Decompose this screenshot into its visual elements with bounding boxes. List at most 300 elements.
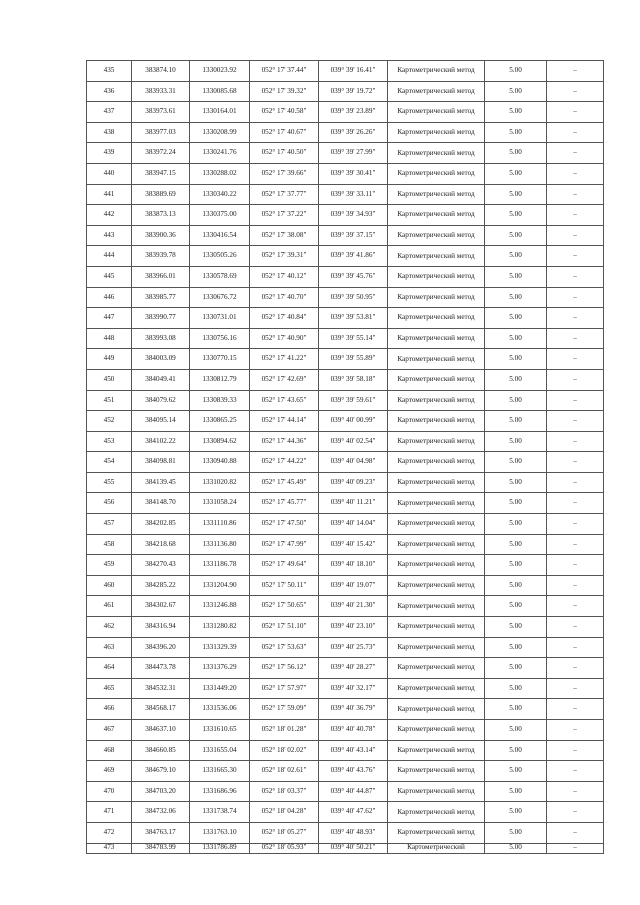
note-cell: – (547, 802, 604, 823)
latitude-cell: 052° 17' 37.77" (250, 184, 319, 205)
accuracy-cell: 5.00 (485, 328, 547, 349)
method-cell: Картометрический метод (388, 472, 485, 493)
note-cell: – (547, 143, 604, 164)
method-cell: Картометрический метод (388, 452, 485, 473)
latitude-cell: 052° 17' 37.44" (250, 61, 319, 82)
latitude-cell: 052° 17' 50.11" (250, 575, 319, 596)
x-coordinate-cell: 383985.77 (132, 287, 190, 308)
latitude-cell: 052° 17' 47.99" (250, 534, 319, 555)
accuracy-cell: 5.00 (485, 163, 547, 184)
y-coordinate-cell: 1330940.88 (190, 452, 250, 473)
latitude-cell: 052° 17' 39.32" (250, 81, 319, 102)
note-cell: – (547, 81, 604, 102)
y-coordinate-cell: 1330023.92 (190, 61, 250, 82)
accuracy-cell: 5.00 (485, 369, 547, 390)
note-cell: – (547, 678, 604, 699)
method-cell: Картометрический метод (388, 287, 485, 308)
method-cell: Картометрический метод (388, 781, 485, 802)
point-number-cell: 443 (87, 225, 132, 246)
accuracy-cell: 5.00 (485, 61, 547, 82)
longitude-cell: 039° 40' 25.73" (319, 637, 388, 658)
note-cell: – (547, 534, 604, 555)
table-row (87, 61, 604, 82)
table-row (87, 658, 604, 679)
y-coordinate-cell: 1331058.24 (190, 493, 250, 514)
method-cell: Картометрический метод (388, 411, 485, 432)
method-cell: Картометрический метод (388, 61, 485, 82)
accuracy-cell: 5.00 (485, 411, 547, 432)
x-coordinate-cell: 383873.13 (132, 205, 190, 226)
method-cell: Картометрический метод (388, 802, 485, 823)
latitude-cell: 052° 17' 45.49" (250, 472, 319, 493)
accuracy-cell: 5.00 (485, 720, 547, 741)
note-cell: – (547, 843, 604, 853)
accuracy-cell: 5.00 (485, 102, 547, 123)
note-cell: – (547, 658, 604, 679)
y-coordinate-cell: 1331686.96 (190, 781, 250, 802)
accuracy-cell: 5.00 (485, 575, 547, 596)
note-cell: – (547, 472, 604, 493)
x-coordinate-cell: 384660.85 (132, 740, 190, 761)
point-number-cell: 458 (87, 534, 132, 555)
point-number-cell: 447 (87, 308, 132, 329)
note-cell: – (547, 431, 604, 452)
point-number-cell: 455 (87, 472, 132, 493)
longitude-cell: 039° 39' 50.95" (319, 287, 388, 308)
table-row (87, 617, 604, 638)
y-coordinate-cell: 1331786.89 (190, 843, 250, 853)
longitude-cell: 039° 39' 33.11" (319, 184, 388, 205)
longitude-cell: 039° 39' 55.14" (319, 328, 388, 349)
coordinates-table (86, 60, 604, 854)
y-coordinate-cell: 1330865.25 (190, 411, 250, 432)
point-number-cell: 451 (87, 390, 132, 411)
longitude-cell: 039° 40' 19.07" (319, 575, 388, 596)
table-row (87, 802, 604, 823)
x-coordinate-cell: 383990.77 (132, 308, 190, 329)
point-number-cell: 449 (87, 349, 132, 370)
x-coordinate-cell: 383874.10 (132, 61, 190, 82)
x-coordinate-cell: 384202.85 (132, 514, 190, 535)
y-coordinate-cell: 1331020.82 (190, 472, 250, 493)
longitude-cell: 039° 40' 50.21" (319, 843, 388, 853)
note-cell: – (547, 369, 604, 390)
note-cell: – (547, 514, 604, 535)
y-coordinate-cell: 1330839.33 (190, 390, 250, 411)
latitude-cell: 052° 17' 40.12" (250, 266, 319, 287)
y-coordinate-cell: 1330578.69 (190, 266, 250, 287)
table-row (87, 184, 604, 205)
point-number-cell: 461 (87, 596, 132, 617)
x-coordinate-cell: 383972.24 (132, 143, 190, 164)
y-coordinate-cell: 1330505.26 (190, 246, 250, 267)
latitude-cell: 052° 17' 44.22" (250, 452, 319, 473)
table-row (87, 431, 604, 452)
longitude-cell: 039° 39' 23.89" (319, 102, 388, 123)
x-coordinate-cell: 384568.17 (132, 699, 190, 720)
point-number-cell: 452 (87, 411, 132, 432)
longitude-cell: 039° 39' 26.26" (319, 122, 388, 143)
y-coordinate-cell: 1330676.72 (190, 287, 250, 308)
latitude-cell: 052° 17' 38.08" (250, 225, 319, 246)
latitude-cell: 052° 17' 40.50" (250, 143, 319, 164)
accuracy-cell: 5.00 (485, 266, 547, 287)
accuracy-cell: 5.00 (485, 658, 547, 679)
method-cell: Картометрический метод (388, 555, 485, 576)
point-number-cell: 457 (87, 514, 132, 535)
point-number-cell: 453 (87, 431, 132, 452)
table-row (87, 781, 604, 802)
table-row (87, 761, 604, 782)
y-coordinate-cell: 1331246.88 (190, 596, 250, 617)
table-row (87, 822, 604, 843)
y-coordinate-cell: 1331610.65 (190, 720, 250, 741)
accuracy-cell: 5.00 (485, 678, 547, 699)
x-coordinate-cell: 383939.78 (132, 246, 190, 267)
table-row (87, 308, 604, 329)
x-coordinate-cell: 383947.15 (132, 163, 190, 184)
longitude-cell: 039° 39' 27.99" (319, 143, 388, 164)
longitude-cell: 039° 40' 11.21" (319, 493, 388, 514)
table-row (87, 699, 604, 720)
latitude-cell: 052° 18' 04.28" (250, 802, 319, 823)
y-coordinate-cell: 1330288.02 (190, 163, 250, 184)
accuracy-cell: 5.00 (485, 637, 547, 658)
latitude-cell: 052° 17' 44.36" (250, 431, 319, 452)
latitude-cell: 052° 18' 05.27" (250, 822, 319, 843)
point-number-cell: 472 (87, 822, 132, 843)
longitude-cell: 039° 40' 43.14" (319, 740, 388, 761)
latitude-cell: 052° 18' 02.02" (250, 740, 319, 761)
y-coordinate-cell: 1330416.54 (190, 225, 250, 246)
point-number-cell: 459 (87, 555, 132, 576)
longitude-cell: 039° 40' 44.87" (319, 781, 388, 802)
point-number-cell: 440 (87, 163, 132, 184)
latitude-cell: 052° 17' 51.10" (250, 617, 319, 638)
latitude-cell: 052° 18' 01.28" (250, 720, 319, 741)
note-cell: – (547, 555, 604, 576)
note-cell: – (547, 761, 604, 782)
longitude-cell: 039° 40' 14.04" (319, 514, 388, 535)
x-coordinate-cell: 384396.20 (132, 637, 190, 658)
note-cell: – (547, 122, 604, 143)
x-coordinate-cell: 384316.94 (132, 617, 190, 638)
x-coordinate-cell: 384473.78 (132, 658, 190, 679)
latitude-cell: 052° 17' 40.67" (250, 122, 319, 143)
x-coordinate-cell: 384218.68 (132, 534, 190, 555)
point-number-cell: 456 (87, 493, 132, 514)
point-number-cell: 436 (87, 81, 132, 102)
accuracy-cell: 5.00 (485, 225, 547, 246)
method-cell: Картометрический метод (388, 308, 485, 329)
x-coordinate-cell: 383977.03 (132, 122, 190, 143)
latitude-cell: 052° 17' 42.69" (250, 369, 319, 390)
longitude-cell: 039° 40' 48.93" (319, 822, 388, 843)
note-cell: – (547, 184, 604, 205)
y-coordinate-cell: 1331329.39 (190, 637, 250, 658)
y-coordinate-cell: 1331536.06 (190, 699, 250, 720)
longitude-cell: 039° 40' 18.10" (319, 555, 388, 576)
method-cell: Картометрический метод (388, 822, 485, 843)
y-coordinate-cell: 1331763.10 (190, 822, 250, 843)
longitude-cell: 039° 40' 21.30" (319, 596, 388, 617)
longitude-cell: 039° 40' 47.62" (319, 802, 388, 823)
table-row (87, 452, 604, 473)
point-number-cell: 467 (87, 720, 132, 741)
accuracy-cell: 5.00 (485, 246, 547, 267)
method-cell: Картометрический метод (388, 493, 485, 514)
longitude-cell: 039° 39' 34.93" (319, 205, 388, 226)
point-number-cell: 470 (87, 781, 132, 802)
table-row (87, 163, 604, 184)
y-coordinate-cell: 1331449.20 (190, 678, 250, 699)
y-coordinate-cell: 1330340.22 (190, 184, 250, 205)
point-number-cell: 445 (87, 266, 132, 287)
longitude-cell: 039° 40' 09.23" (319, 472, 388, 493)
x-coordinate-cell: 383966.01 (132, 266, 190, 287)
note-cell: – (547, 102, 604, 123)
y-coordinate-cell: 1331136.80 (190, 534, 250, 555)
accuracy-cell: 5.00 (485, 843, 547, 853)
y-coordinate-cell: 1331204.90 (190, 575, 250, 596)
x-coordinate-cell: 383993.08 (132, 328, 190, 349)
point-number-cell: 444 (87, 246, 132, 267)
note-cell: – (547, 308, 604, 329)
accuracy-cell: 5.00 (485, 802, 547, 823)
point-number-cell: 466 (87, 699, 132, 720)
table-row (87, 575, 604, 596)
x-coordinate-cell: 384783.99 (132, 843, 190, 853)
x-coordinate-cell: 384148.70 (132, 493, 190, 514)
accuracy-cell: 5.00 (485, 699, 547, 720)
note-cell: – (547, 637, 604, 658)
note-cell: – (547, 617, 604, 638)
method-cell: Картометрический метод (388, 246, 485, 267)
x-coordinate-cell: 384049.41 (132, 369, 190, 390)
point-number-cell: 446 (87, 287, 132, 308)
longitude-cell: 039° 39' 37.15" (319, 225, 388, 246)
point-number-cell: 442 (87, 205, 132, 226)
table-row (87, 720, 604, 741)
y-coordinate-cell: 1330812.79 (190, 369, 250, 390)
accuracy-cell: 5.00 (485, 390, 547, 411)
table-row (87, 349, 604, 370)
point-number-cell: 450 (87, 369, 132, 390)
table-row (87, 843, 604, 853)
accuracy-cell: 5.00 (485, 761, 547, 782)
x-coordinate-cell: 384763.17 (132, 822, 190, 843)
latitude-cell: 052° 17' 49.64" (250, 555, 319, 576)
longitude-cell: 039° 39' 30.41" (319, 163, 388, 184)
method-cell: Картометрический метод (388, 143, 485, 164)
latitude-cell: 052° 17' 45.77" (250, 493, 319, 514)
accuracy-cell: 5.00 (485, 184, 547, 205)
method-cell: Картометрический метод (388, 596, 485, 617)
latitude-cell: 052° 17' 40.58" (250, 102, 319, 123)
coordinates-table-page (86, 60, 603, 854)
longitude-cell: 039° 40' 28.27" (319, 658, 388, 679)
x-coordinate-cell: 383933.31 (132, 81, 190, 102)
note-cell: – (547, 452, 604, 473)
point-number-cell: 471 (87, 802, 132, 823)
accuracy-cell: 5.00 (485, 287, 547, 308)
note-cell: – (547, 349, 604, 370)
longitude-cell: 039° 39' 55.89" (319, 349, 388, 370)
accuracy-cell: 5.00 (485, 617, 547, 638)
point-number-cell: 468 (87, 740, 132, 761)
accuracy-cell: 5.00 (485, 514, 547, 535)
y-coordinate-cell: 1330241.76 (190, 143, 250, 164)
method-cell: Картометрический метод (388, 390, 485, 411)
longitude-cell: 039° 39' 59.61" (319, 390, 388, 411)
method-cell: Картометрический (388, 843, 485, 853)
note-cell: – (547, 266, 604, 287)
table-row (87, 411, 604, 432)
y-coordinate-cell: 1330085.68 (190, 81, 250, 102)
y-coordinate-cell: 1331186.78 (190, 555, 250, 576)
y-coordinate-cell: 1331280.82 (190, 617, 250, 638)
y-coordinate-cell: 1331738.74 (190, 802, 250, 823)
method-cell: Картометрический метод (388, 637, 485, 658)
x-coordinate-cell: 384139.45 (132, 472, 190, 493)
accuracy-cell: 5.00 (485, 431, 547, 452)
table-row (87, 678, 604, 699)
method-cell: Картометрический метод (388, 328, 485, 349)
method-cell: Картометрический метод (388, 81, 485, 102)
accuracy-cell: 5.00 (485, 308, 547, 329)
longitude-cell: 039° 40' 02.54" (319, 431, 388, 452)
latitude-cell: 052° 17' 57.97" (250, 678, 319, 699)
y-coordinate-cell: 1330894.62 (190, 431, 250, 452)
y-coordinate-cell: 1331665.30 (190, 761, 250, 782)
y-coordinate-cell: 1330375.00 (190, 205, 250, 226)
accuracy-cell: 5.00 (485, 349, 547, 370)
method-cell: Картометрический метод (388, 163, 485, 184)
point-number-cell: 465 (87, 678, 132, 699)
accuracy-cell: 5.00 (485, 452, 547, 473)
table-row (87, 205, 604, 226)
y-coordinate-cell: 1330770.15 (190, 349, 250, 370)
table-row (87, 81, 604, 102)
method-cell: Картометрический метод (388, 266, 485, 287)
table-row (87, 225, 604, 246)
accuracy-cell: 5.00 (485, 555, 547, 576)
x-coordinate-cell: 384095.14 (132, 411, 190, 432)
method-cell: Картометрический метод (388, 699, 485, 720)
accuracy-cell: 5.00 (485, 205, 547, 226)
y-coordinate-cell: 1330731.01 (190, 308, 250, 329)
longitude-cell: 039° 39' 19.72" (319, 81, 388, 102)
latitude-cell: 052° 17' 40.84" (250, 308, 319, 329)
point-number-cell: 462 (87, 617, 132, 638)
note-cell: – (547, 493, 604, 514)
method-cell: Картометрический метод (388, 761, 485, 782)
table-row (87, 637, 604, 658)
method-cell: Картометрический метод (388, 349, 485, 370)
method-cell: Картометрический метод (388, 122, 485, 143)
method-cell: Картометрический метод (388, 720, 485, 741)
latitude-cell: 052° 17' 43.65" (250, 390, 319, 411)
note-cell: – (547, 411, 604, 432)
note-cell: – (547, 163, 604, 184)
latitude-cell: 052° 17' 40.90" (250, 328, 319, 349)
note-cell: – (547, 596, 604, 617)
table-row (87, 596, 604, 617)
point-number-cell: 469 (87, 761, 132, 782)
y-coordinate-cell: 1331655.04 (190, 740, 250, 761)
longitude-cell: 039° 39' 53.81" (319, 308, 388, 329)
method-cell: Картометрический метод (388, 431, 485, 452)
latitude-cell: 052° 17' 39.31" (250, 246, 319, 267)
latitude-cell: 052° 17' 37.22" (250, 205, 319, 226)
accuracy-cell: 5.00 (485, 143, 547, 164)
x-coordinate-cell: 384703.20 (132, 781, 190, 802)
accuracy-cell: 5.00 (485, 534, 547, 555)
longitude-cell: 039° 40' 36.79" (319, 699, 388, 720)
y-coordinate-cell: 1330208.99 (190, 122, 250, 143)
method-cell: Картометрический метод (388, 658, 485, 679)
table-row (87, 472, 604, 493)
method-cell: Картометрический метод (388, 369, 485, 390)
longitude-cell: 039° 39' 16.41" (319, 61, 388, 82)
table-row (87, 369, 604, 390)
longitude-cell: 039° 40' 32.17" (319, 678, 388, 699)
x-coordinate-cell: 384079.62 (132, 390, 190, 411)
x-coordinate-cell: 384102.22 (132, 431, 190, 452)
x-coordinate-cell: 384302.67 (132, 596, 190, 617)
method-cell: Картометрический метод (388, 575, 485, 596)
note-cell: – (547, 740, 604, 761)
x-coordinate-cell: 384532.31 (132, 678, 190, 699)
note-cell: – (547, 390, 604, 411)
x-coordinate-cell: 383973.61 (132, 102, 190, 123)
table-row (87, 514, 604, 535)
accuracy-cell: 5.00 (485, 81, 547, 102)
longitude-cell: 039° 40' 04.98" (319, 452, 388, 473)
method-cell: Картометрический метод (388, 514, 485, 535)
x-coordinate-cell: 384098.81 (132, 452, 190, 473)
point-number-cell: 435 (87, 61, 132, 82)
latitude-cell: 052° 17' 39.66" (250, 163, 319, 184)
table-row (87, 493, 604, 514)
y-coordinate-cell: 1330756.16 (190, 328, 250, 349)
latitude-cell: 052° 17' 47.50" (250, 514, 319, 535)
accuracy-cell: 5.00 (485, 781, 547, 802)
point-number-cell: 441 (87, 184, 132, 205)
longitude-cell: 039° 40' 00.99" (319, 411, 388, 432)
note-cell: – (547, 225, 604, 246)
note-cell: – (547, 822, 604, 843)
table-body (87, 61, 604, 854)
note-cell: – (547, 781, 604, 802)
method-cell: Картометрический метод (388, 678, 485, 699)
note-cell: – (547, 205, 604, 226)
method-cell: Картометрический метод (388, 184, 485, 205)
latitude-cell: 052° 17' 53.63" (250, 637, 319, 658)
accuracy-cell: 5.00 (485, 472, 547, 493)
method-cell: Картометрический метод (388, 740, 485, 761)
method-cell: Картометрический метод (388, 205, 485, 226)
table-row (87, 534, 604, 555)
latitude-cell: 052° 18' 05.93" (250, 843, 319, 853)
table-row (87, 555, 604, 576)
table-row (87, 390, 604, 411)
table-row (87, 143, 604, 164)
x-coordinate-cell: 384270.43 (132, 555, 190, 576)
point-number-cell: 448 (87, 328, 132, 349)
longitude-cell: 039° 40' 43.76" (319, 761, 388, 782)
note-cell: – (547, 575, 604, 596)
